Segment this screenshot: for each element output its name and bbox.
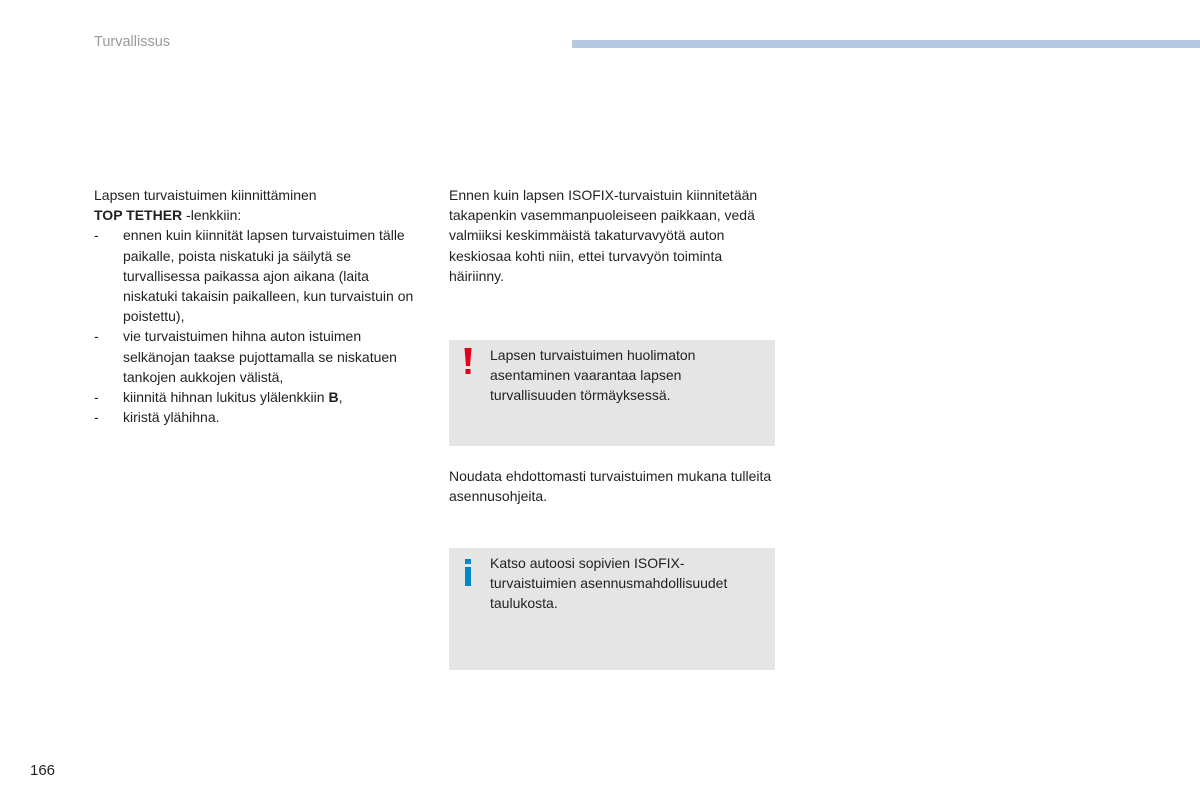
instructions-paragraph: Noudata ehdottomasti turvaistuimen mukana tulleita asennusohjeita. bbox=[449, 468, 772, 505]
list-item-text: kiinnitä hihnan lukitus ylälenkkiin bbox=[123, 389, 329, 406]
info-note bbox=[449, 548, 775, 670]
list-item bbox=[94, 225, 414, 326]
list-item bbox=[94, 407, 414, 427]
intro-bold-term: TOP TETHER bbox=[94, 207, 183, 224]
exclamation-icon bbox=[461, 348, 475, 376]
list-item bbox=[94, 387, 414, 407]
list-item-bold: B bbox=[328, 389, 339, 406]
list-item-text-after: , bbox=[338, 389, 343, 406]
instruction-list bbox=[94, 225, 414, 427]
left-column bbox=[94, 185, 414, 427]
info-note-text: Katso autoosi sopivien ISOFIX-turvaistuimien asennusmahdollisuudet taulukosta. bbox=[490, 555, 728, 612]
warning-note-text: Lapsen turvaistuimen huolimaton asentaminen vaarantaa lapsen turvallisuuden törmäyksessä. bbox=[490, 347, 696, 404]
intro-line: Lapsen turvaistuimen kiinnittäminen bbox=[94, 187, 317, 203]
page-number: 166 bbox=[30, 762, 56, 779]
isofix-paragraph: Ennen kuin lapsen ISOFIX-turvaistuin kiinnitetään takapenkin vasemmanpuoleiseen paikkaan, vedä valmiiksi keskimmäistä takaturvavyötä auton keskiosaa kohti niin, ettei turvavyön toiminta häiriinny. bbox=[449, 187, 758, 284]
list-dash: - bbox=[94, 389, 99, 406]
list-dash: - bbox=[94, 227, 99, 244]
warning-note bbox=[449, 340, 775, 446]
list-item bbox=[94, 326, 414, 387]
intro-paragraph bbox=[94, 185, 414, 225]
header-accent-bar bbox=[572, 40, 1200, 48]
list-dash: - bbox=[94, 328, 99, 345]
right-column bbox=[449, 185, 779, 286]
list-dash: - bbox=[94, 409, 99, 426]
section-title: Turvallissus bbox=[94, 34, 171, 50]
list-item-text: ennen kuin kiinnität lapsen turvaistuimen tälle paikalle, poista niskatuki ja säilytä se turvallisessa paikassa ajon aikana (laita niskatuki takaisin paikalleen, kun turvaistuin on poistettu), bbox=[123, 227, 414, 325]
info-icon bbox=[461, 559, 475, 587]
list-item-text: kiristä ylähihna. bbox=[123, 409, 220, 426]
list-item-text: vie turvaistuimen hihna auton istuimen selkänojan taakse pujottamalla se niskatuen tankojen aukkojen välistä, bbox=[123, 328, 397, 385]
intro-rest: -lenkkiin: bbox=[182, 207, 242, 224]
